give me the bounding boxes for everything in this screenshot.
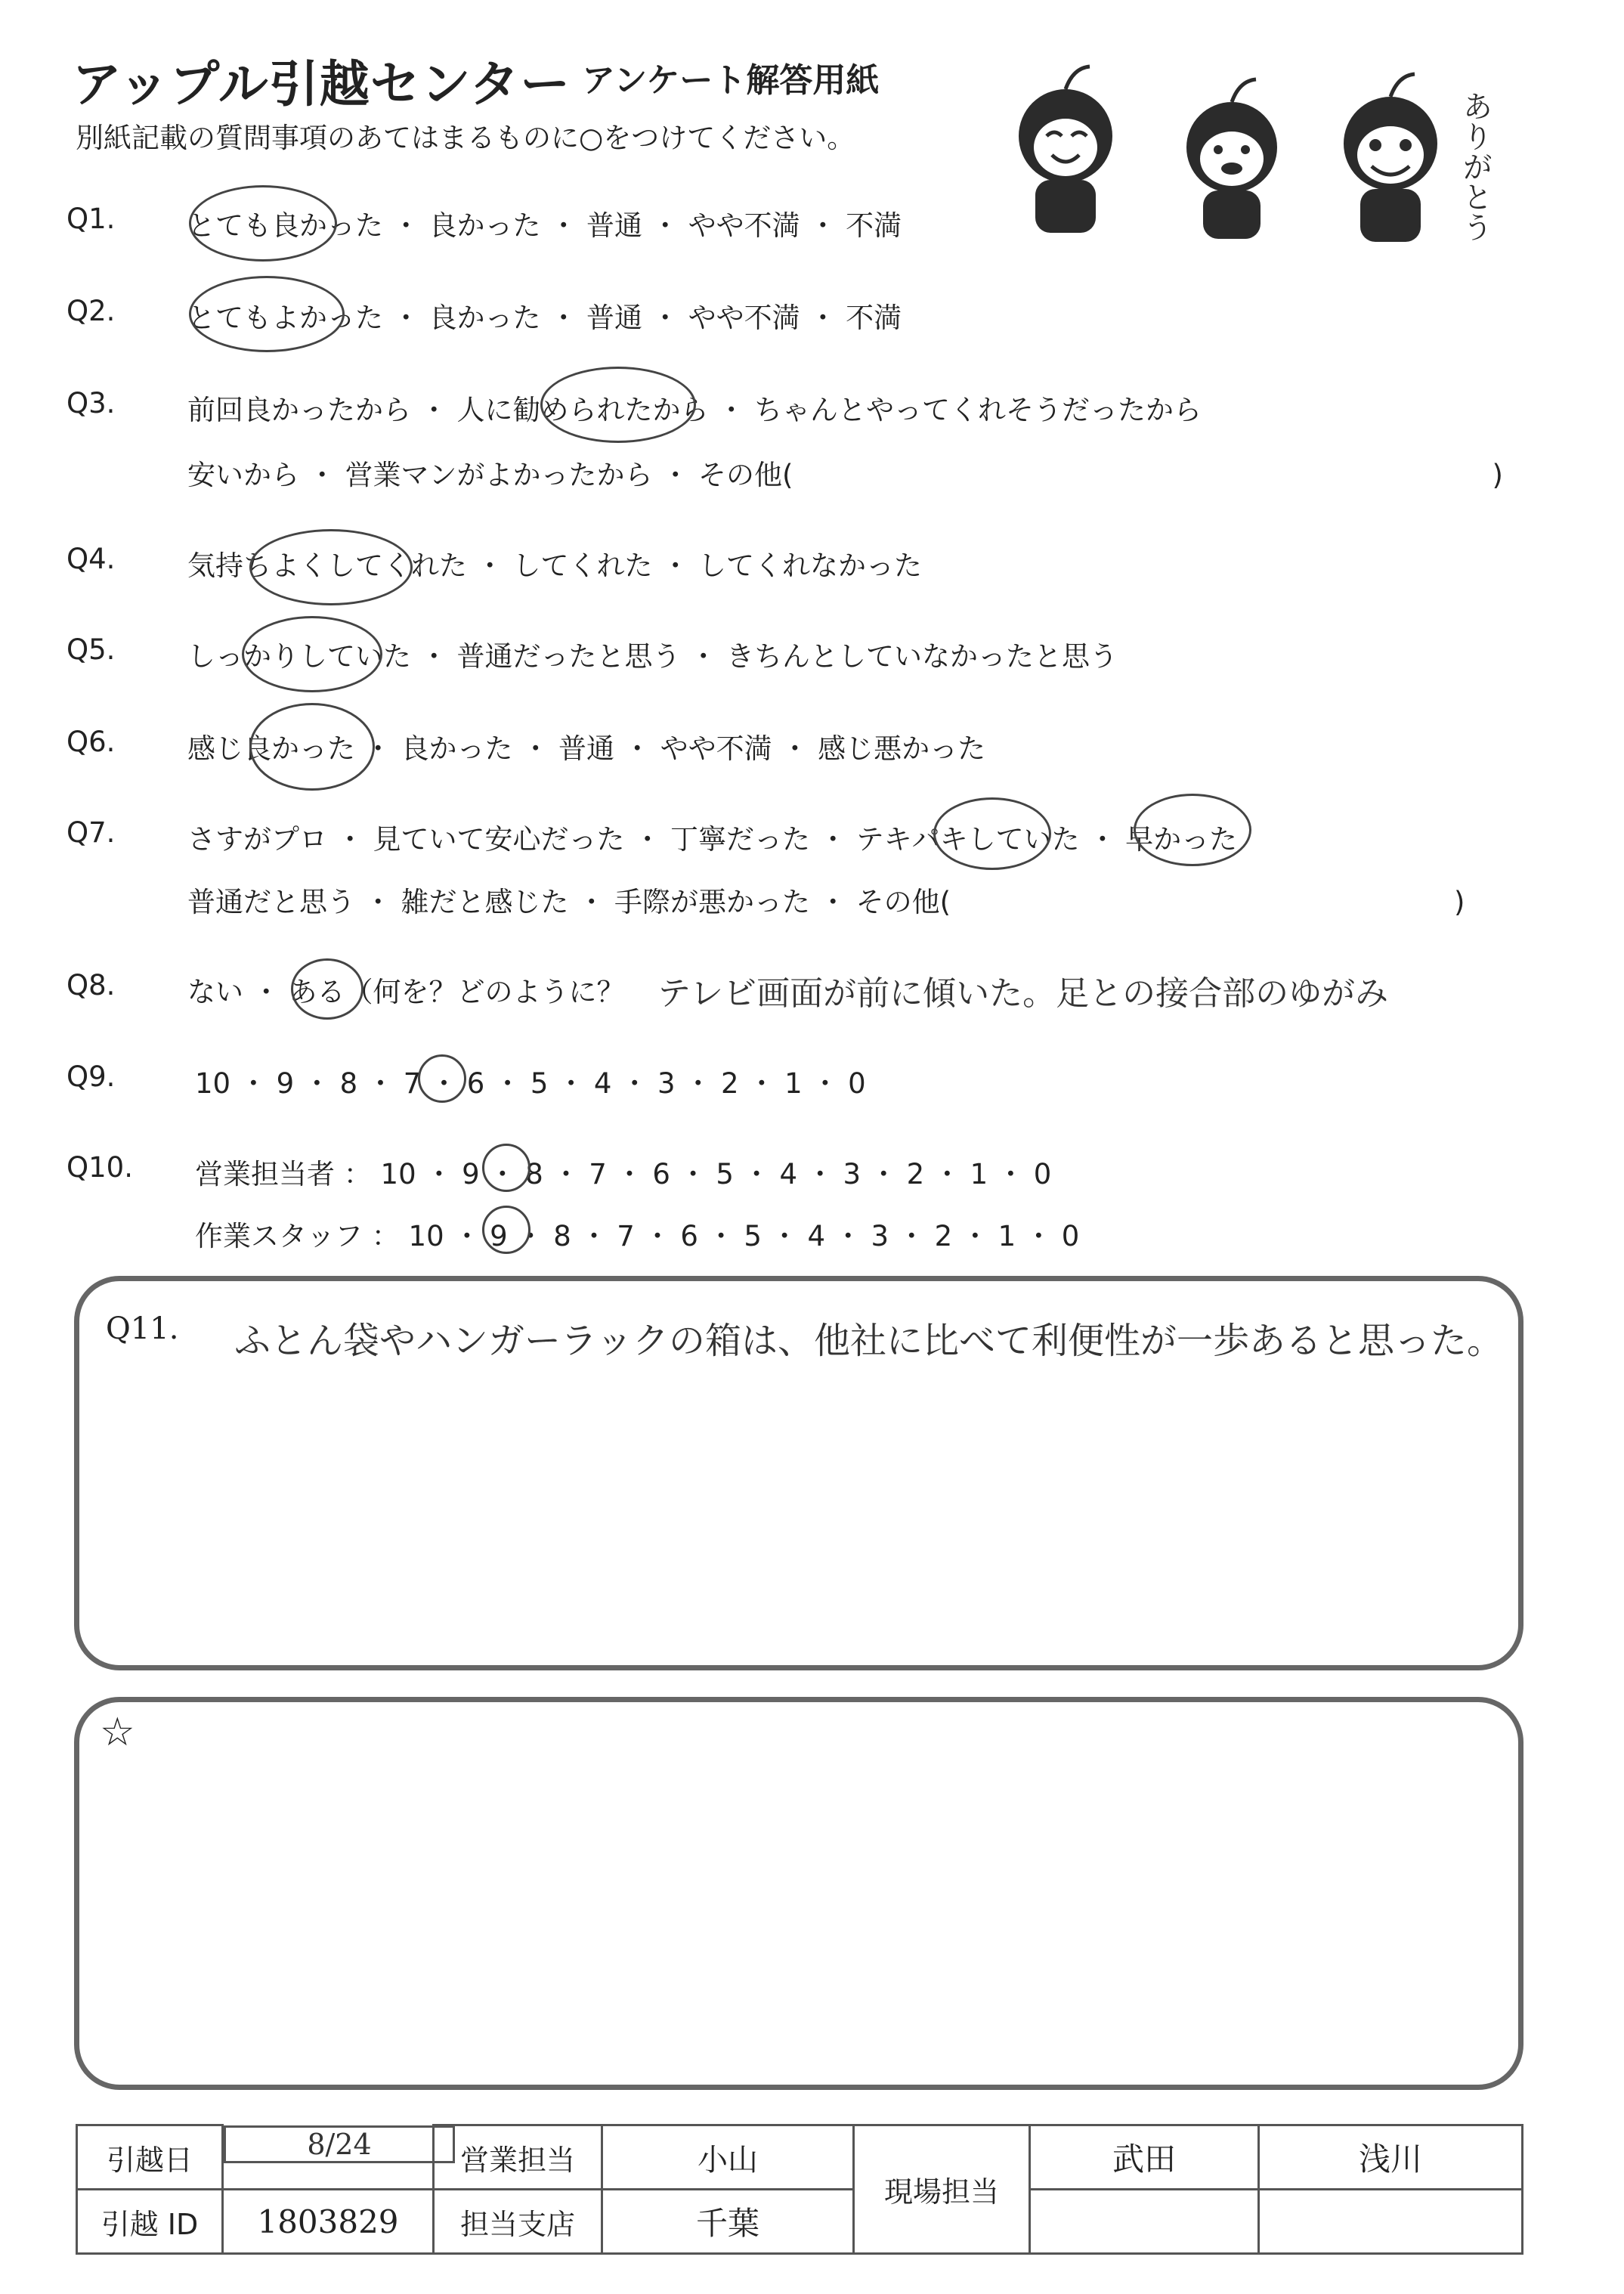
q2-answer-circle [189,276,345,352]
q1-options: とても良かった ・ 良かった ・ 普通 ・ やや不満 ・ 不満 [187,209,902,242]
q10-number: Q10. [67,1151,133,1184]
move-date-value [224,2125,455,2163]
q3-options-line-1: 前回良かったから ・ 人に勧められたから ・ ちゃんとやってくれそうだったから [187,394,1202,426]
q8-answer-circle [291,958,363,1020]
move-id-value-text: 1803829 [257,2203,399,2240]
q3-number: Q3. [67,387,116,419]
q2-number: Q2. [67,295,116,327]
q10-sales-scale: 営業担当者 ： 10 ・ 9 ・ 8 ・ 7 ・ 6 ・ 5 ・ 4 ・ 3 ・ 2 ・ 1 ・ 0 [195,1158,1052,1190]
q5-answer-circle [242,616,382,692]
branch-value-text: 千葉 [695,2205,759,2242]
q7-options-line-1: さすがプロ ・ 見ていて安心だった ・ 丁寧だった ・ テキパキしていた ・ 早かった [187,823,1238,856]
q6-number: Q6. [67,726,116,758]
q7-options-line-2: 普通だと思う ・ 雑だと感じた ・ 手際が悪かった ・ その他( ) [187,886,1465,918]
site-staff-value-1-text: 武田 [1112,2141,1176,2178]
q3-options-line-2: 安いから ・ 営業マンがよかったから ・ その他( ) [187,459,1503,491]
q4-number: Q4. [67,543,116,575]
q10-sales-answer-circle [482,1144,531,1192]
q11-handwritten-answer: ふとん袋やハンガーラックの箱は、他社に比べて利便性が一歩あると思った。 [234,1320,1504,1362]
q9-scale: 10 ・ 9 ・ 8 ・ 7 ・ 6 ・ 5 ・ 4 ・ 3 ・ 2 ・ 1 ・ 0 [195,1067,866,1100]
star-comment-panel [74,1697,1523,2090]
q1-number: Q1. [67,203,116,235]
q3-answer-circle [540,367,696,443]
site-staff-value-2 [1259,2125,1523,2190]
q7-number: Q7. [67,816,116,849]
branch-value [602,2190,854,2254]
sales-rep-label: 営業担当 [434,2125,602,2190]
site-staff-value-2-text: 浅川 [1358,2141,1422,2178]
q10-staff-answer-circle [482,1206,531,1254]
q6-options: 感じ良かった ・ 良かった ・ 普通 ・ やや不満 ・ 感じ悪かった [187,732,986,765]
move-id-value [223,2190,434,2254]
branch-label: 担当支店 [434,2190,602,2254]
company-title: アップル引越センター [72,55,571,113]
q5-options: しっかりしていた ・ 普通だったと思う ・ きちんとしていなかったと思う [187,640,1118,673]
site-staff-empty-cell-1 [1030,2190,1259,2254]
form-instruction: 別紙記載の質問事項のあてはまるものに○をつけてください。 [76,122,855,154]
q7-answer-circle-2 [1134,794,1251,866]
site-staff-label: 現場担当 [854,2125,1030,2254]
q5-number: Q5. [67,633,116,666]
q11-label: Q11. [106,1311,179,1346]
site-staff-empty-cell-2 [1259,2190,1523,2254]
monkey-mascot-2 [1186,79,1277,239]
q8-options: ない ・ ある（何を？どのように？ [187,976,625,1008]
q10-staff-scale: 作業スタッフ ： 10 ・ 9 ・ 8 ・ 7 ・ 6 ・ 5 ・ 4 ・ 3 ・ 2 ・ 1 ・ 0 [195,1220,1080,1252]
q4-options: 気持ちよくしてくれた ・ してくれた ・ してくれなかった [187,550,923,582]
q8-handwritten-answer: テレビ画面が前に傾いた。足との接合部のゆがみ [657,974,1389,1013]
q9-answer-circle [418,1054,466,1103]
move-info-table [76,2124,1523,2255]
site-staff-value-1 [1030,2125,1259,2190]
thanks-text: ありがとう [1458,91,1493,242]
form-subtitle: アンケート解答用紙 [582,61,880,100]
monkey-mascots-illustration [982,45,1527,249]
q7-answer-circle-1 [933,797,1051,870]
monkey-mascot-1 [1019,67,1112,233]
q8-number: Q8. [67,969,116,1001]
move-id-label: 引越 ID [77,2190,223,2254]
q1-answer-circle [189,185,337,262]
move-date-value-text: 8/24 [307,2127,372,2161]
q4-answer-circle [249,529,413,605]
monkey-mascot-3 [1344,74,1437,242]
sales-rep-value-text: 小山 [698,2142,758,2178]
star-label: ☆ [100,1710,135,1755]
q9-number: Q9. [67,1060,116,1093]
move-date-label: 引越日 [77,2125,223,2190]
sales-rep-value [602,2125,854,2190]
q6-answer-circle [249,703,375,791]
q2-options: とてもよかった ・ 良かった ・ 普通 ・ やや不満 ・ 不満 [187,302,902,334]
